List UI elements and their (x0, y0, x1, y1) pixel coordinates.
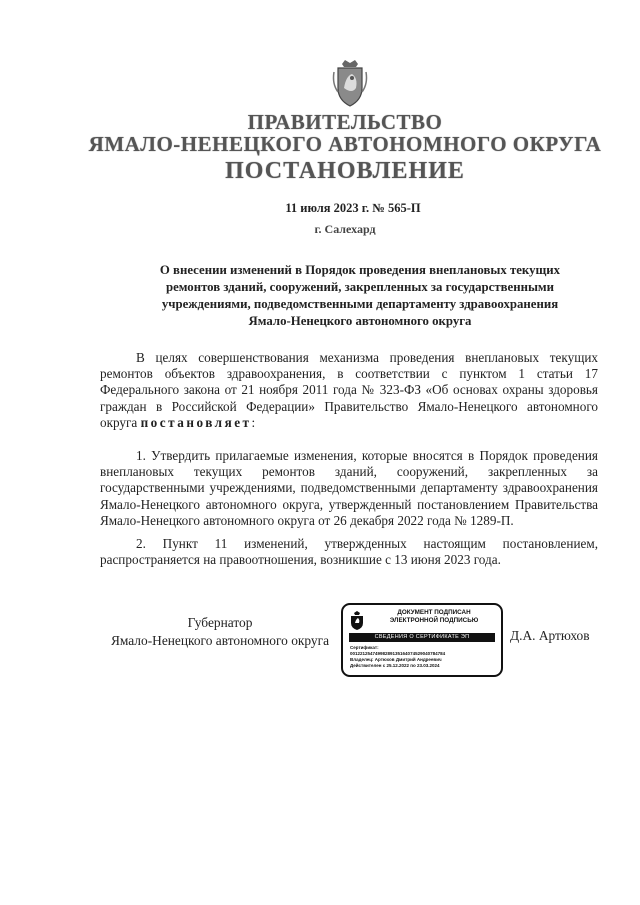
signatory-position: Губернатор (187, 615, 253, 630)
cert-label: Сертификат: (350, 645, 379, 650)
government-title: ПРАВИТЕЛЬСТВО (247, 110, 443, 134)
signatory-name: Д.А. Артюхов (510, 628, 590, 643)
preamble-text: В целях совершенствования механизма проведения внеплановых текущих ремонтов объектов здравоохранения, в соответствии с пунктом 1 статьи 17 Федерального закона от 21 ноября 2011 года № 323-ФЗ «Об основах охраны здоровья граждан в Российской Федерации» Правительство Ямало-Ненецкого автономного округа (100, 350, 598, 430)
stamp-emblem-icon (349, 611, 365, 631)
item-2-text: 2. Пункт 11 изменений, утвержденных настоящим постановлением, распространяется на правоотношения, возникшие с 13 июня 2023 года. (100, 536, 598, 568)
stamp-header-line: ЭЛЕКТРОННОЙ ПОДПИСЬЮ (389, 617, 479, 624)
subject-line: О внесении изменений в Порядок проведения внеплановых текущих (159, 263, 561, 277)
item-1-paragraph (100, 448, 598, 529)
document-subject (108, 262, 612, 330)
subject-line: Ямало-Ненецкого автономного округа (248, 314, 472, 328)
electronic-signature-stamp (341, 603, 503, 677)
decree-colon: : (251, 414, 256, 430)
signatory-region: Ямало-Ненецкого автономного округа (110, 633, 330, 648)
document-type: ПОСТАНОВЛЕНИЕ (225, 158, 465, 184)
cert-number: 00122125474998289135164074529040784784 (350, 651, 446, 656)
city: г. Салехард (314, 222, 376, 236)
date-number: 11 июля 2023 г. № 565-П (285, 201, 421, 215)
subject-line: ремонтов зданий, сооружений, закрепленных за государственными (165, 280, 555, 294)
signatory-title (100, 614, 340, 650)
stamp-header (369, 609, 499, 625)
item-2-paragraph (100, 536, 598, 568)
preamble-paragraph (100, 350, 598, 431)
coat-of-arms-icon (330, 58, 370, 108)
decree-word: постановляет (140, 414, 252, 430)
government-region: ЯМАЛО-НЕНЕЦКОГО АВТОНОМНОГО ОКРУГА (88, 132, 602, 156)
stamp-certificate-info (350, 645, 500, 669)
stamp-header-line: ДОКУМЕНТ ПОДПИСАН (397, 609, 471, 616)
item-1-text: 1. Утвердить прилагаемые изменения, которые вносятся в Порядок проведения внеплановых текущих ремонтов зданий, сооружений, закрепленных за государственными учреждениями, подведомственными департаменту здравоохранения Ямало-Ненецкого автономного округа, утвержденный постановлением Правительства Ямало-Ненецкого автономного округа от 26 декабря 2022 года № 1289-П. (100, 448, 598, 528)
stamp-certificate-band: СВЕДЕНИЯ О СЕРТИФИКАТЕ ЭП (349, 633, 495, 642)
cert-validity: Действителен с 25.12.2022 по 23.03.2024 (350, 663, 440, 668)
subject-line: учреждениями, подведомственными департаменту здравоохранения (161, 297, 559, 311)
cert-owner: Владелец: Артюхов Дмитрий Андреевич (350, 657, 442, 662)
